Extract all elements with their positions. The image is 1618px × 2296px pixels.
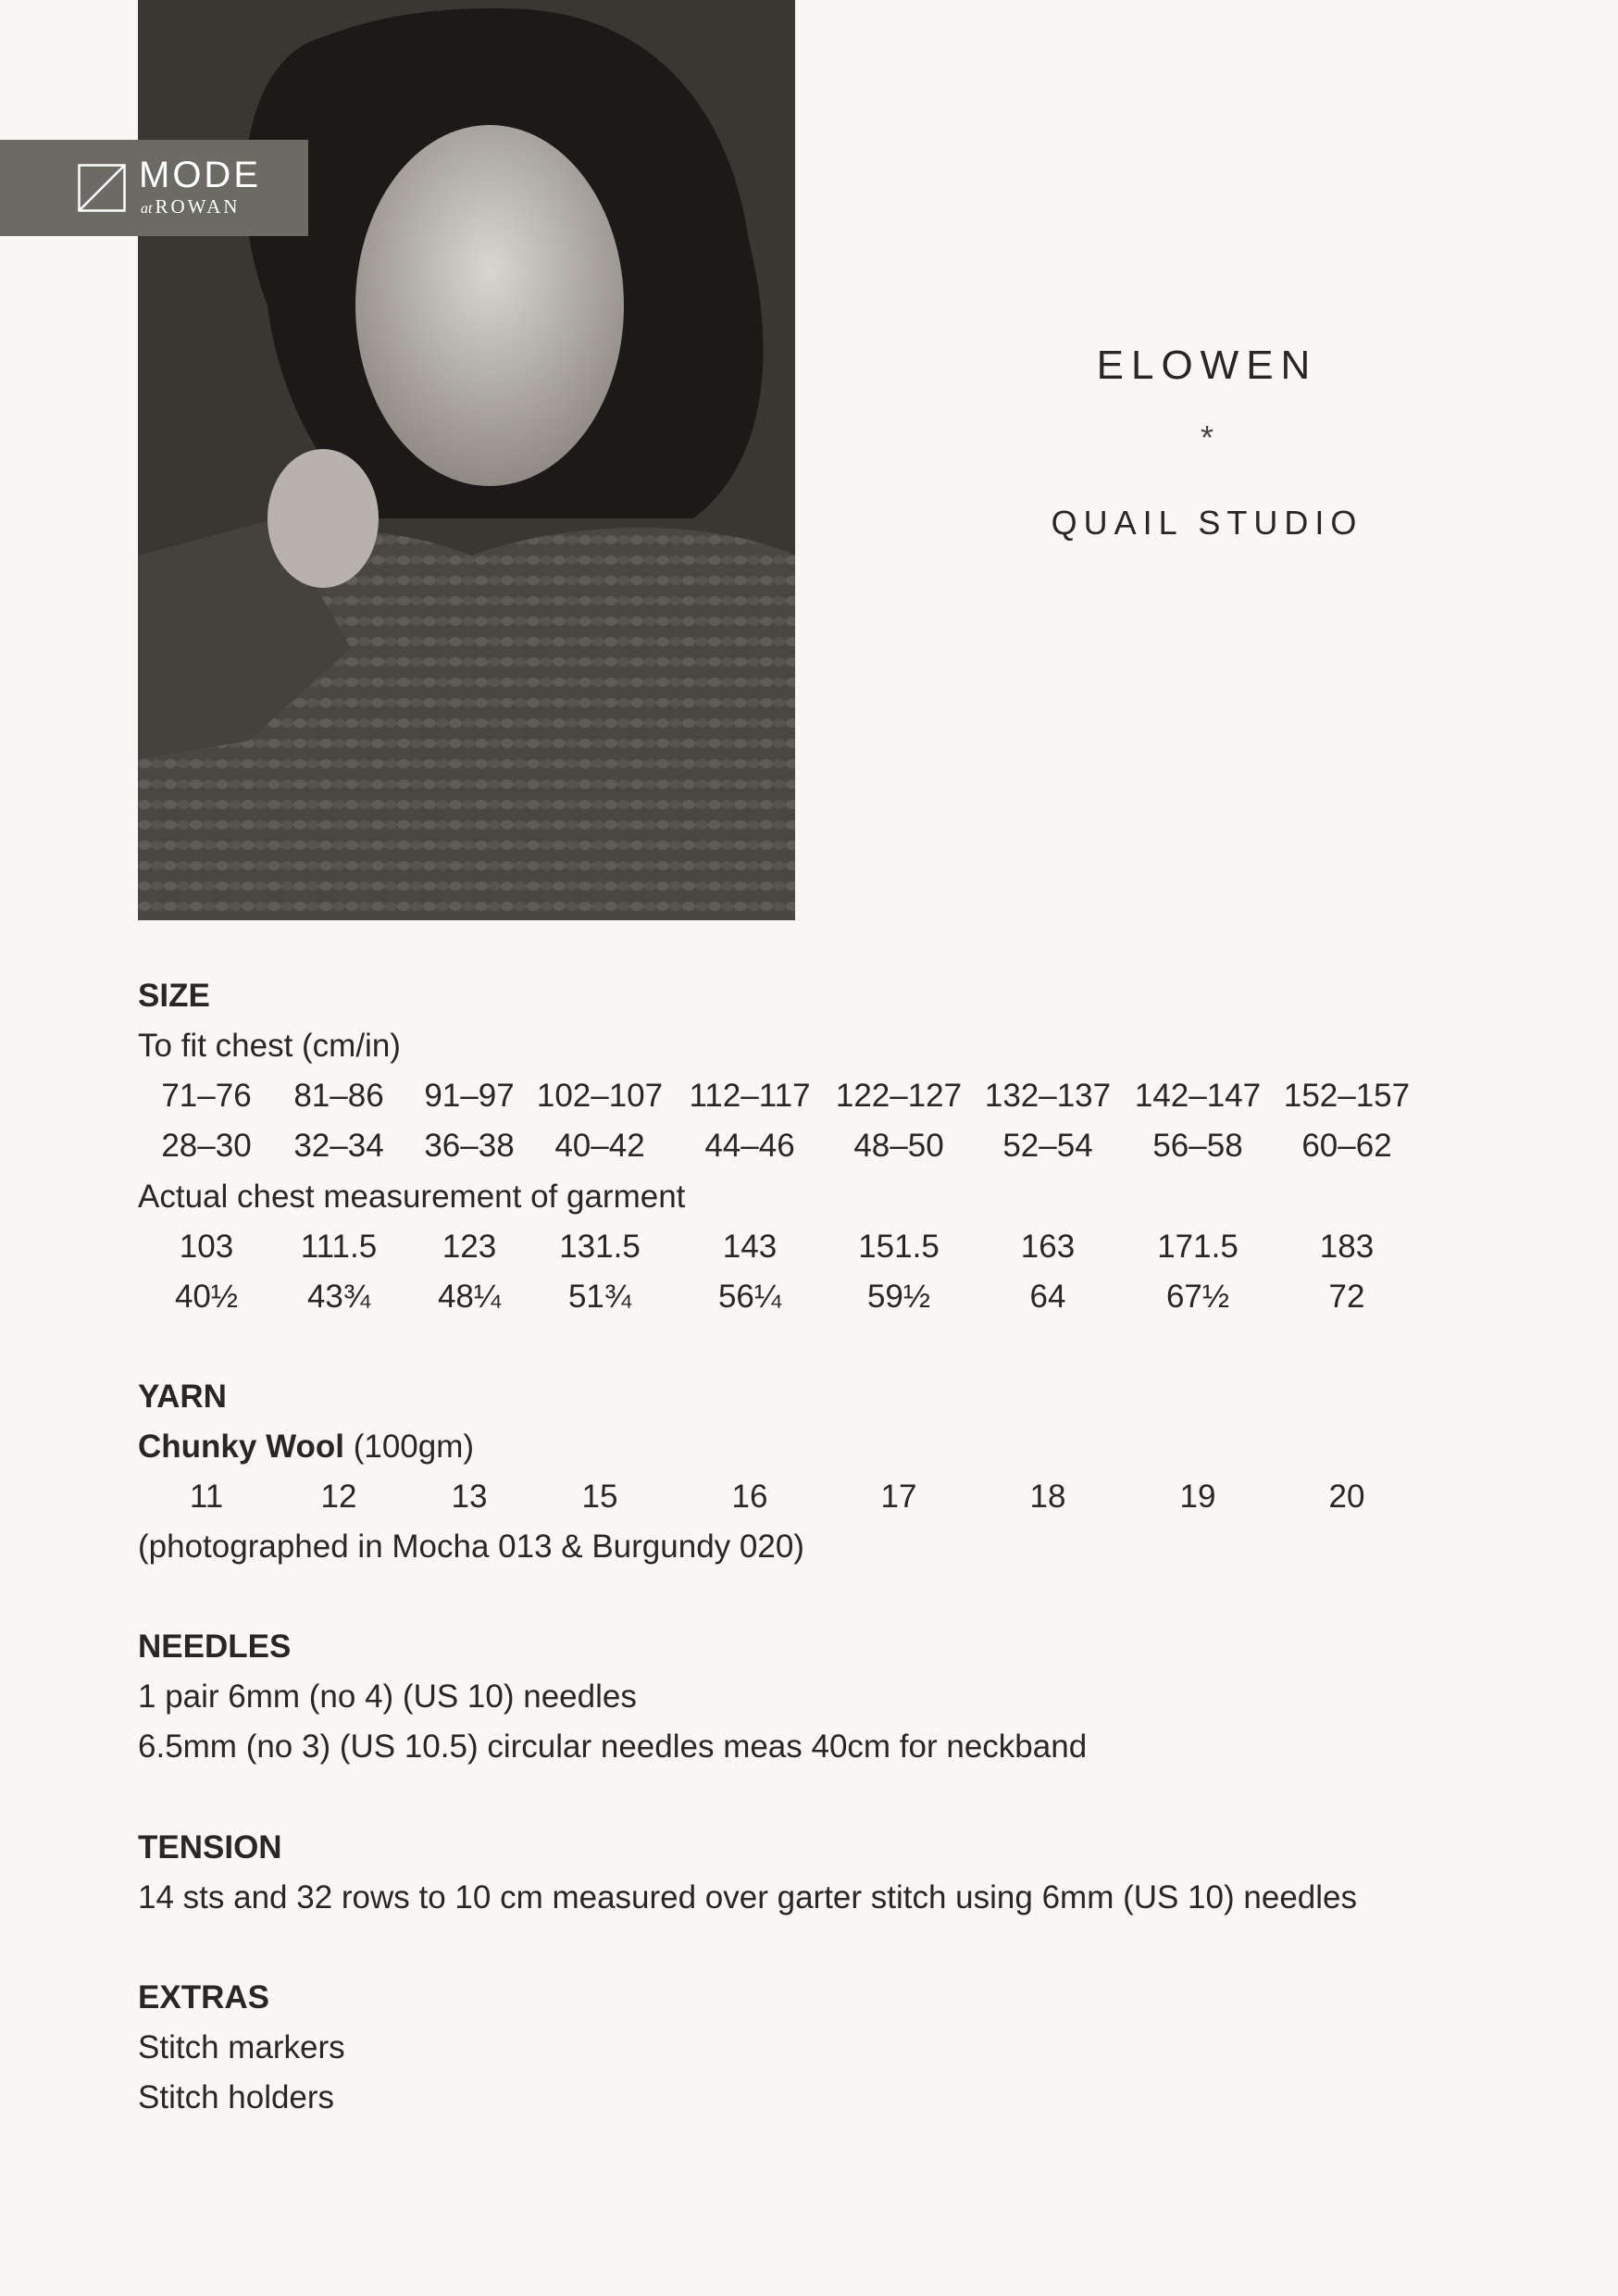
size-actual-cm-row: 103 111.5 123 131.5 143 151.5 163 171.5 183 [179, 1229, 1375, 1265]
yarn-weight: (100gm) [353, 1429, 475, 1465]
extras-heading: EXTRAS [138, 1979, 269, 2015]
brand-name: MODE [139, 155, 261, 195]
pattern-title: ELOWEN [1096, 343, 1318, 388]
size-actual-in-row: 40½ 43¾ 48¼ 51¾ 56¼ 59½ 64 67½ 72 [174, 1279, 1365, 1315]
brand-logo [0, 140, 308, 236]
brand-subname: at ROWAN [141, 195, 241, 218]
designer-name: QUAIL STUDIO [1051, 504, 1363, 542]
yarn-line [138, 1430, 474, 1463]
tension-line-1: 14 sts and 32 rows to 10 cm measured over garter stitch using 6mm (US 10) needles [138, 1879, 1357, 1915]
size-fit-in-row: 28–30 32–34 36–38 40–42 44–46 48–50 52–54 56–58 60–62 [161, 1128, 1392, 1164]
needles-heading: NEEDLES [138, 1628, 292, 1665]
size-fit-cm-row: 71–76 81–86 91–97 102–107 112–117 122–127 132–137 142–147 152–157 [161, 1078, 1411, 1114]
extras-line-1: Stitch markers [138, 2029, 345, 2065]
yarn-heading: YARN [138, 1379, 227, 1415]
needles-line-2: 6.5mm (no 3) (US 10.5) circular needles meas 40cm for neckband [138, 1728, 1088, 1765]
yarn-note: (photographed in Mocha 013 & Burgundy 020) [138, 1529, 804, 1565]
logo-mark-icon [78, 164, 126, 212]
size-fit-label: To fit chest (cm/in) [138, 1028, 401, 1064]
size-heading: SIZE [138, 978, 210, 1014]
yarn-name: Chunky Wool [138, 1429, 344, 1465]
model-photo [138, 0, 795, 920]
title-separator: * [1200, 418, 1214, 456]
needles-line-1: 1 pair 6mm (no 4) (US 10) needles [138, 1678, 637, 1715]
extras-line-2: Stitch holders [138, 2079, 335, 2115]
yarn-balls-row: 11 12 13 15 16 17 18 19 20 [189, 1479, 1365, 1515]
tension-heading: TENSION [138, 1829, 282, 1866]
size-actual-label: Actual chest measurement of garment [138, 1179, 686, 1215]
